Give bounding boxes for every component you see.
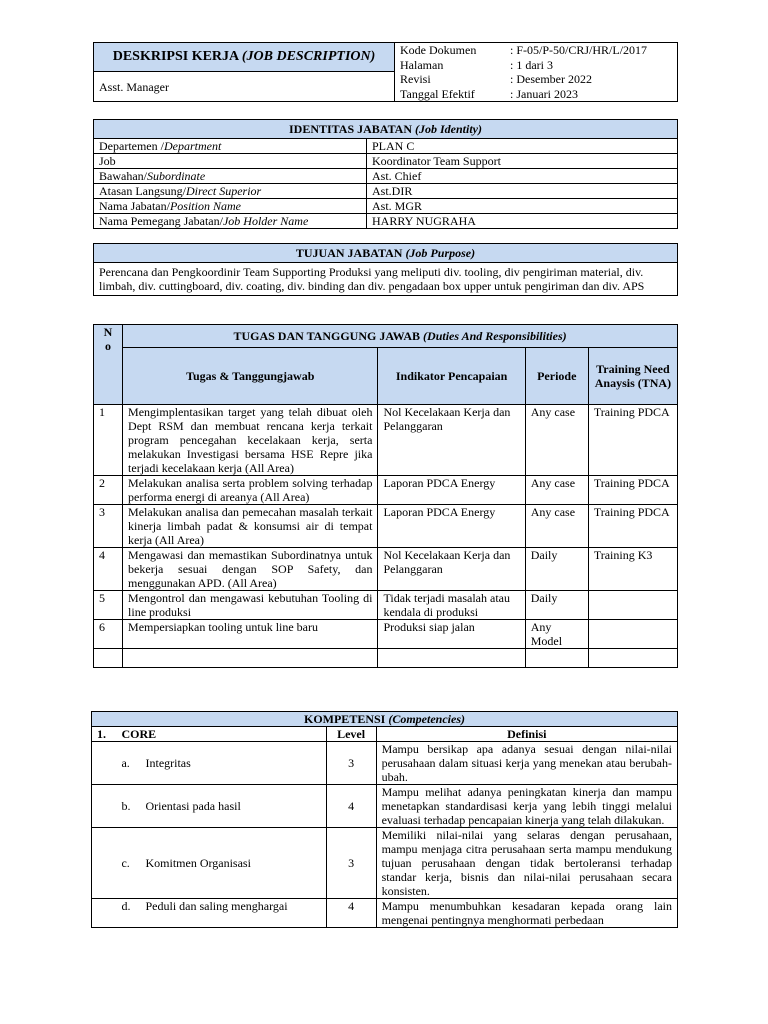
table-row: 2 Melakukan analisa serta problem solving terhadap performa energi di areanya (All Area) Laporan PDCA Energy Any case Training PDCA <box>94 476 678 505</box>
identity-row: Job Koordinator Team Support <box>94 154 678 169</box>
document-header <box>93 42 678 102</box>
col-period-header: Periode <box>525 348 588 405</box>
table-row: 3 Melakukan analisa dan pemecahan masalah terkait kinerja limbah padat & konsumsi air di tempat kerja (All Area) Laporan PDCA Energy Any case Training PDCA <box>94 505 678 548</box>
position-title: Asst. Manager <box>94 72 395 102</box>
table-row-empty <box>94 649 678 668</box>
col-task-header: Tugas & Tanggungjawab <box>123 348 378 405</box>
core-label: CORE <box>116 727 326 742</box>
identity-row: Bawahan/Subordinate Ast. Chief <box>94 169 678 184</box>
purpose-text: Perencana dan Pengkoordinir Team Supporting Produksi yang meliputi div. tooling, div pengiriman material, div. limbah, div. cuttingboard, div. coating, div. binding dan div. pengadaan box upper untuk pengiriman dan div. APS <box>94 263 678 296</box>
core-number: 1. <box>92 727 117 742</box>
identity-row: Atasan Langsung/Direct Superior Ast.DIR <box>94 184 678 199</box>
identity-table <box>93 119 678 229</box>
col-tna-header: Training Need Anaysis (TNA) <box>588 348 677 405</box>
duties-no-header: No <box>94 325 123 405</box>
document-meta <box>395 43 678 102</box>
meta-row-page: Halaman : 1 dari 3 <box>400 57 553 72</box>
table-row: 6 Mempersiapkan tooling untuk line baru Produksi siap jalan Any Model <box>94 620 678 649</box>
competency-row: b. Orientasi pada hasil 4 Mampu melihat adanya peningkatan kinerja dan mampu menetapkan standardisasi kerja yang lebih tinggi melalui evaluasi terhadap pencapaian kinerja yang telah dilakukan. <box>92 785 678 828</box>
duties-table <box>93 324 678 668</box>
identity-row: Nama Pemegang Jabatan/Job Holder Name HARRY NUGRAHA <box>94 214 678 229</box>
identity-heading: IDENTITAS JABATAN (Job Identity) <box>94 120 678 139</box>
identity-row: Nama Jabatan/Position Name Ast. MGR <box>94 199 678 214</box>
competencies-heading: KOMPETENSI (Competencies) <box>92 712 678 727</box>
table-row: 4 Mengawasi dan memastikan Subordinatnya untuk bekerja sesuai dengan SOP Safety, dan menggunakan APD. (All Area) Nol Kecelakaan Kerja dan Pelanggaran Daily Training K3 <box>94 548 678 591</box>
purpose-table <box>93 243 678 296</box>
meta-row-revision: Revisi : Desember 2022 <box>400 72 592 86</box>
purpose-heading: TUJUAN JABATAN (Job Purpose) <box>94 244 678 263</box>
col-definition-header: Definisi <box>376 727 677 742</box>
meta-row-effective-date: Tanggal Efektif : Januari 2023 <box>400 86 578 101</box>
meta-row-code: Kode Dokumen : F-05/P-50/CRJ/HR/L/2017 <box>400 43 648 57</box>
table-row: 5 Mengontrol dan mengawasi kebutuhan Tooling di line produksi Tidak terjadi masalah atau kendala di produksi Daily <box>94 591 678 620</box>
col-indicator-header: Indikator Pencapaian <box>378 348 525 405</box>
document-title: DESKRIPSI KERJA (JOB DESCRIPTION) <box>94 43 395 72</box>
competencies-table <box>91 711 678 928</box>
competency-row: a. Integritas 3 Mampu bersikap apa adanya sesuai dengan nilai-nilai perusahaan dalam situasi kerja yang menekan atau berubah-ubah. <box>92 742 678 785</box>
col-level-header: Level <box>326 727 376 742</box>
table-row: 1 Mengimplentasikan target yang telah dibuat oleh Dept RSM dan membuat rencana kerja terkait program pencegahan kecelakaan kerja, serta melakukan Investigasi bersama HSE Repre jika terjadi kecelakaan kerja (All Area) Nol Kecelakaan Kerja dan Pelanggaran Any case Training PDCA <box>94 405 678 476</box>
competency-row: c. Komitmen Organisasi 3 Memiliki nilai-nilai yang selaras dengan perusahaan, mampu menjaga citra perusahaan serta mampu mendukung tujuan perusahaan dengan tidak bertoleransi terhadap standar kerja, bisnis dan nilai-nilai perusahaan secara konsisten. <box>92 828 678 899</box>
identity-row: Departemen /Department PLAN C <box>94 139 678 154</box>
competency-row: d. Peduli dan saling menghargai 4 Mampu menumbuhkan kesadaran kepada orang lain mengenai pentingnya menghormati perbedaan <box>92 899 678 928</box>
duties-heading: TUGAS DAN TANGGUNG JAWAB (Duties And Responsibilities) <box>123 325 678 348</box>
